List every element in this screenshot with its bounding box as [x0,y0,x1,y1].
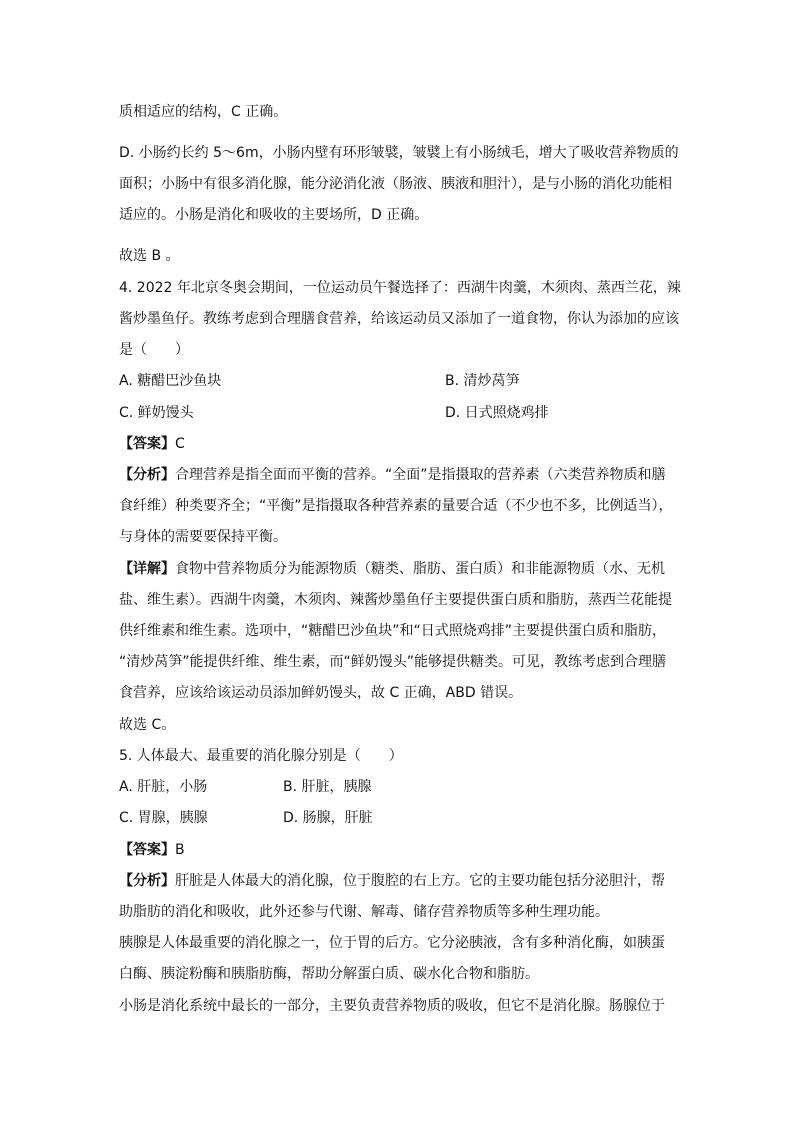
q4-detail-line-1 [119,559,665,579]
q4-detail-line-5: 食营养，应该给该运动员添加鲜奶馒头，故 C 正确，ABD 错误。 [119,685,523,701]
q4-stem-line-2: 酱炒墨鱼仔。教练考虑到合理膳食营养，给该运动员又添加了一道食物，你认为添加的应该 [119,311,679,327]
q4-detail-line-4: “清炒莴笋”能提供纤维、维生素，而“鲜奶馒头”能够提供糖类。可见，教练考虑到合理膳 [119,654,667,670]
q5-analysis-text-1: 肝脏是人体最大的消化腺，位于腹腔的右上方。它的主要功能包括分泌胆汁，帮 [175,873,665,889]
q4-answer-tag: 【答案】 [119,436,175,452]
q4-option-c: C. 鲜奶馒头 [119,405,194,421]
q5-analysis-line-5: 小肠是消化系统中最长的一部分，主要负责营养物质的吸收，但它不是消化腺。肠腺位于 [119,998,665,1014]
q4-answer-value: C [175,436,185,452]
q5-answer [119,840,185,860]
q4-detail-line-3: 供纤维素和维生素。选项中，“糖醋巴沙鱼块”和“日式照烧鸡排”主要提供蛋白质和脂肪， [119,623,667,639]
q4-stem-line-3: 是（ ） [119,342,189,358]
q4-analysis-text-1: 合理营养是指全面而平衡的营养。“全面”是指摄取的营养素（六类营养物质和膳 [175,467,666,483]
q4-detail-text-1: 食物中营养物质分为能源物质（糖类、脂肪、蛋白质）和非能源物质（水、无机 [175,561,665,577]
q4-analysis-line-2: 食纤维）种类要齐全；“平衡”是指摄取各种营养素的量要合适（不少也不多，比例适当）， [119,498,673,514]
q4-answer [119,434,185,454]
q5-analysis-line-2: 助脂肪的消化和吸收，此外还参与代谢、解毒、储存营养物质等多种生理功能。 [119,904,609,920]
q5-stem: 5. 人体最大、最重要的消化腺分别是（ ） [119,748,403,764]
q3-option-d-line-2: 面积；小肠中有很多消化腺，能分泌消化液（肠液、胰液和胆汁），是与小肠的消化功能相 [119,176,672,192]
q3-option-d-line-1: D. 小肠约长约 5～6m，小肠内壁有环形皱襞，皱襞上有小肠绒毛，增大了吸收营养物质的 [119,145,679,161]
q5-option-a: A. 肝脏，小肠 [119,779,208,795]
q4-analysis-tag: 【分析】 [119,467,175,483]
q5-answer-value: B [175,842,185,858]
q3-option-d-line-3: 适应的。小肠是消化和吸收的主要场所，D 正确。 [119,207,429,223]
q4-detail-tag: 【详解】 [119,561,175,577]
q5-option-d: D. 肠腺，肝脏 [283,810,373,826]
q5-analysis-line-3: 胰腺是人体最重要的消化腺之一，位于胃的后方。它分泌胰液，含有多种消化酶，如胰蛋 [119,935,665,951]
q4-detail-line-2: 盐、维生素）。西湖牛肉羹，木须肉、辣酱炒墨鱼仔主要提供蛋白质和脂肪，蒸西兰花能提 [119,592,672,608]
q4-option-d: D. 日式照烧鸡排 [445,405,549,421]
q5-option-b: B. 肝脏，胰腺 [283,779,372,795]
q5-option-c: C. 胃腺，胰腺 [119,810,208,826]
q4-option-a: A. 糖醋巴沙鱼块 [119,373,222,389]
q3-choice: 故选 B 。 [119,248,180,264]
q4-stem-line-1: 4. 2022 年北京冬奥会期间，一位运动员午餐选择了：西湖牛肉羹，木须肉、蒸西兰花，辣 [119,280,681,296]
q4-analysis-line-1 [119,465,666,485]
q5-analysis-tag: 【分析】 [119,873,175,889]
q4-option-b: B. 清炒莴笋 [445,373,520,389]
q5-answer-tag: 【答案】 [119,842,175,858]
q5-analysis-line-1 [119,871,665,891]
q3-option-c-continuation: 质相适应的结构，C 正确。 [119,104,288,120]
q4-choice: 故选 C。 [119,717,176,733]
q5-analysis-line-4: 白酶、胰淀粉酶和胰脂肪酶，帮助分解蛋白质、碳水化合物和脂肪。 [119,966,539,982]
q4-analysis-line-3: 与身体的需要要保持平衡。 [119,529,287,545]
